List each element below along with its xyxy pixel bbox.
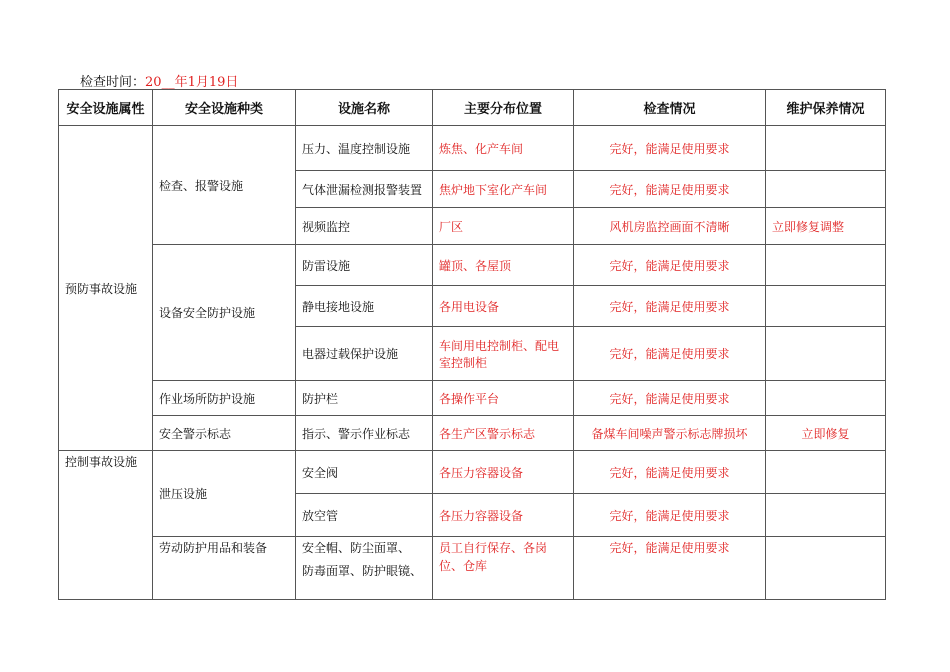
kind-cell-labor-protect: 劳动防护用品和装备 — [153, 537, 296, 600]
maintenance-cell — [766, 171, 886, 208]
column-header-location: 主要分布位置 — [433, 90, 574, 126]
kind-cell-equipment-protect: 设备安全防护设施 — [153, 245, 296, 381]
status-cell: 完好，能满足使用要求 — [574, 494, 766, 537]
facility-name-cell: 静电接地设施 — [296, 286, 433, 327]
location-cell: 各操作平台 — [433, 381, 574, 416]
maintenance-cell — [766, 286, 886, 327]
table-row — [59, 416, 886, 451]
status-cell: 完好，能满足使用要求 — [574, 327, 766, 381]
location-cell: 炼焦、化产车间 — [433, 126, 574, 171]
facility-name-cell: 压力、温度控制设施 — [296, 126, 433, 171]
maintenance-cell — [766, 451, 886, 494]
safety-facility-table — [58, 89, 886, 600]
location-cell: 员工自行保存、各岗位、仓库 — [433, 537, 574, 600]
location-cell: 各压力容器设备 — [433, 494, 574, 537]
attribute-cell-control: 控制事故设施 — [59, 451, 153, 600]
status-cell: 完好，能满足使用要求 — [574, 171, 766, 208]
location-cell: 焦炉地下室化产车间 — [433, 171, 574, 208]
column-header-kind: 安全设施种类 — [153, 90, 296, 126]
kind-cell-warning-sign: 安全警示标志 — [153, 416, 296, 451]
facility-name-cell: 气体泄漏检测报警装置 — [296, 171, 433, 208]
maintenance-cell — [766, 245, 886, 286]
location-cell: 厂区 — [433, 208, 574, 245]
facility-name-line: 防毒面罩、防护眼镜、 — [302, 564, 423, 578]
kind-cell-pressure-relief: 泄压设施 — [153, 451, 296, 537]
inspection-date-blank: __ — [161, 75, 175, 90]
column-header-status: 检查情况 — [574, 90, 766, 126]
kind-cell-workplace-protect: 作业场所防护设施 — [153, 381, 296, 416]
table-row — [59, 451, 886, 494]
column-header-maintenance: 维护保养情况 — [766, 90, 886, 126]
maintenance-cell — [766, 126, 886, 171]
table-header-row — [59, 90, 886, 126]
column-header-name: 设施名称 — [296, 90, 433, 126]
status-cell: 完好，能满足使用要求 — [574, 451, 766, 494]
maintenance-cell — [766, 537, 886, 600]
table-row — [59, 245, 886, 286]
location-cell: 各生产区警示标志 — [433, 416, 574, 451]
inspection-date-line — [80, 71, 238, 90]
inspection-date-rest: 年1月19日 — [174, 75, 239, 90]
maintenance-cell — [766, 327, 886, 381]
maintenance-cell: 立即修复调整 — [766, 208, 886, 245]
maintenance-cell — [766, 381, 886, 416]
location-cell: 罐顶、各屋顶 — [433, 245, 574, 286]
inspection-date-year: 20 — [145, 75, 162, 90]
facility-name-cell: 放空管 — [296, 494, 433, 537]
table-row — [59, 126, 886, 171]
kind-cell-inspect-alarm: 检查、报警设施 — [153, 126, 296, 245]
table-row — [59, 537, 886, 600]
facility-name-cell: 防雷设施 — [296, 245, 433, 286]
facility-name-cell: 电器过载保护设施 — [296, 327, 433, 381]
status-cell: 完好，能满足使用要求 — [574, 286, 766, 327]
inspection-date-label: 检查时间： — [80, 75, 146, 90]
attribute-cell-prevent: 预防事故设施 — [59, 126, 153, 451]
status-cell: 备煤车间噪声警示标志牌损坏 — [574, 416, 766, 451]
facility-name-cell: 指示、警示作业标志 — [296, 416, 433, 451]
status-cell: 完好，能满足使用要求 — [574, 126, 766, 171]
location-cell: 各用电设备 — [433, 286, 574, 327]
facility-name-cell: 安全阀 — [296, 451, 433, 494]
status-cell: 风机房监控画面不清晰 — [574, 208, 766, 245]
facility-name-cell: 防护栏 — [296, 381, 433, 416]
column-header-attribute: 安全设施属性 — [59, 90, 153, 126]
status-cell: 完好，能满足使用要求 — [574, 537, 766, 600]
location-cell: 车间用电控制柜、配电室控制柜 — [433, 327, 574, 381]
facility-name-cell: 视频监控 — [296, 208, 433, 245]
location-cell: 各压力容器设备 — [433, 451, 574, 494]
maintenance-cell: 立即修复 — [766, 416, 886, 451]
facility-name-line: 安全帽、防尘面罩、 — [302, 541, 411, 555]
maintenance-cell — [766, 494, 886, 537]
status-cell: 完好，能满足使用要求 — [574, 381, 766, 416]
status-cell: 完好，能满足使用要求 — [574, 245, 766, 286]
facility-name-cell — [296, 537, 433, 600]
table-row — [59, 381, 886, 416]
